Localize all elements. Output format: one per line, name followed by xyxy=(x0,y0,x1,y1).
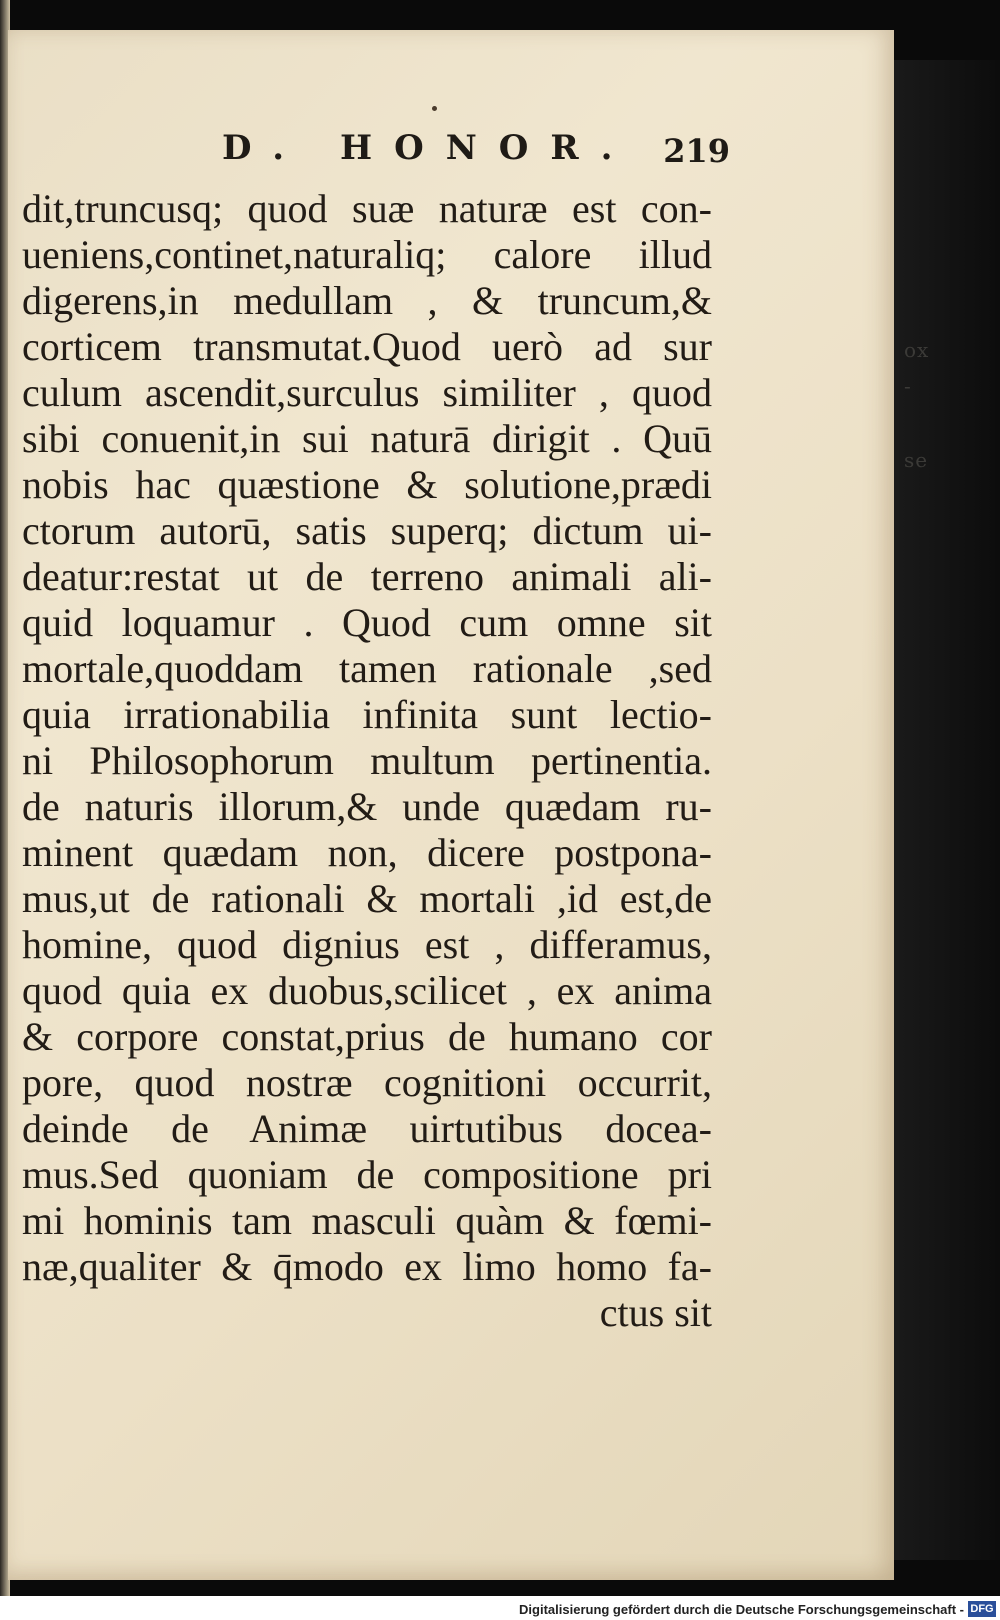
body-text xyxy=(22,186,712,1336)
text-line: ni Philosophorum multum pertinentia. xyxy=(22,738,712,783)
text-line: quod quia ex duobus,scilicet , ex anima xyxy=(22,968,712,1013)
text-line: deatur:restat ut de terreno animali ali- xyxy=(22,554,712,599)
catchword-line: ctus sit xyxy=(599,1290,712,1335)
text-line: ctorum autorū, satis superq; dictum ui- xyxy=(22,508,712,553)
ink-dot xyxy=(432,106,437,111)
text-line: de naturis illorum,& unde quædam ru- xyxy=(22,784,712,829)
text-line: pore, quod nostræ cognitioni occurrit, xyxy=(22,1060,712,1105)
text-line: mus,ut de rationali & mortali ,id est,de xyxy=(22,876,712,921)
dfg-logo: DFG xyxy=(968,1601,996,1617)
text-line: dit,truncusq; quod suæ naturæ est con- xyxy=(22,186,712,231)
text-line: culum ascendit,surculus similiter , quod xyxy=(22,370,712,415)
text-line: digerens,in medullam , & truncum,& xyxy=(22,278,712,323)
text-line: corticem transmutat.Quod uerò ad sur xyxy=(22,324,712,369)
text-line: quid loquamur . Quod cum omne sit xyxy=(22,600,712,645)
page-header xyxy=(210,128,730,182)
text-line: & corpore constat,prius de humano cor xyxy=(22,1014,712,1059)
running-head: D. HONOR. xyxy=(222,128,635,168)
text-line: deinde de Animæ uirtutibus docea- xyxy=(22,1106,712,1151)
text-line: homine, quod dignius est , differamus, xyxy=(22,922,712,967)
text-line: mortale,quoddam tamen rationale ,sed xyxy=(22,646,712,691)
bleed-through-text: se xyxy=(904,448,929,472)
page-number: 219 xyxy=(663,132,730,170)
footer-bar xyxy=(0,1596,1000,1620)
facing-page-edge xyxy=(894,60,1000,1560)
text-line: minent quædam non, dicere postpona- xyxy=(22,830,712,875)
text-line: mus.Sed quoniam de compositione pri xyxy=(22,1152,712,1197)
bleed-through-text: - xyxy=(904,374,912,398)
digitization-credit: Digitalisierung gefördert durch die Deutsche Forschungsgemeinschaft - xyxy=(519,1602,964,1617)
text-line: quia irrationabilia infinita sunt lectio- xyxy=(22,692,712,737)
text-line: mi hominis tam masculi quàm & fœmi- xyxy=(22,1198,712,1243)
text-line: næ,qualiter & q̄modo ex limo homo fa- xyxy=(22,1244,712,1289)
bleed-through-text: ox xyxy=(904,338,930,362)
text-line: sibi conuenit,in sui naturā dirigit . Quū xyxy=(22,416,712,461)
text-line: ueniens,continet,naturaliq; calore illud xyxy=(22,232,712,277)
text-line: nobis hac quæstione & solutione,prædi xyxy=(22,462,712,507)
